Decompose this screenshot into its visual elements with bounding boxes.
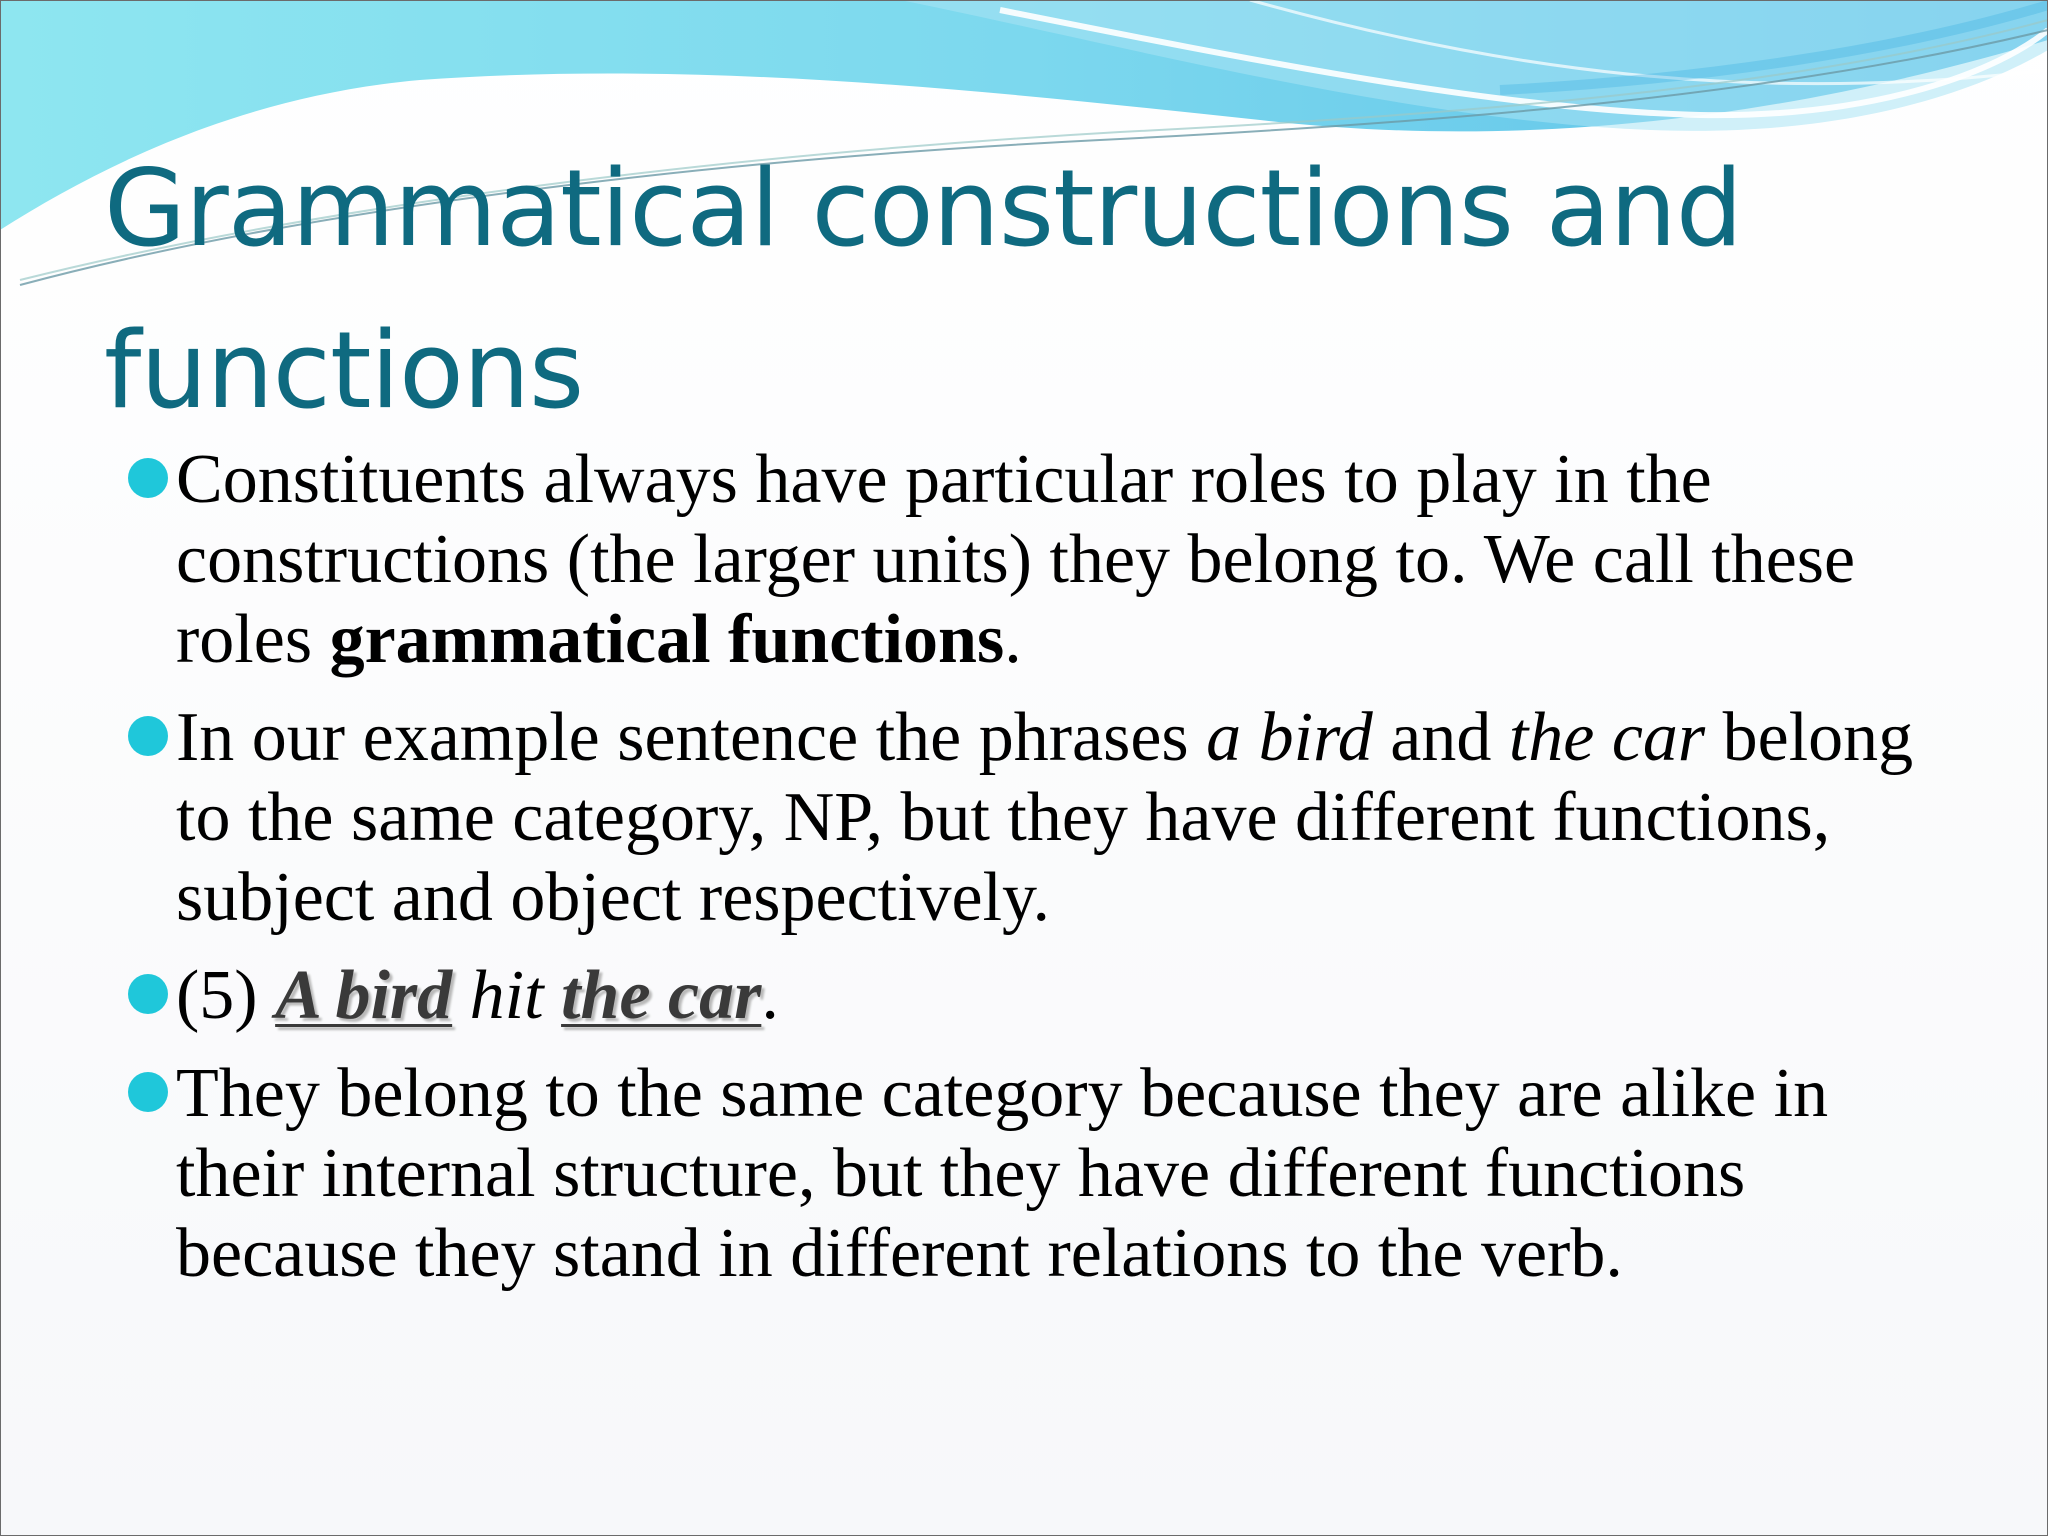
example-period: . (761, 957, 779, 1034)
bullet-list (128, 440, 1958, 1312)
bullet-dot-icon (128, 974, 168, 1014)
italic-a-bird: a bird (1206, 699, 1373, 776)
bullet-text-1 (176, 440, 1958, 680)
example-object-phrase: the car (561, 957, 762, 1034)
bullet-1-end: . (1004, 601, 1022, 678)
example-subject-phrase: A bird (275, 957, 453, 1034)
bullet-item-4 (128, 1054, 1958, 1294)
bullet-dot-icon (128, 1072, 168, 1112)
example-sentence (176, 956, 1958, 1036)
slide-title: Grammatical constructions and functions (104, 147, 1743, 432)
bullet-2-text-3: belong to the same category, NP, but they have different functions, subject and object respectively. (176, 699, 1914, 936)
bullet-item-3 (128, 956, 1958, 1036)
bold-term-grammatical-functions: grammatical functions (329, 601, 1005, 678)
bullet-2-text-1: In our example sentence the phrases (176, 699, 1207, 776)
bullet-item-1 (128, 440, 1958, 680)
example-number: (5) (176, 957, 258, 1034)
bullet-dot-icon (128, 458, 168, 498)
bullet-dot-icon (128, 716, 168, 756)
example-verb: hit (469, 957, 544, 1034)
bullet-1-text: Constituents always have particular roles to play in the constructions (the larger units) they belong to. We call these roles (176, 441, 1856, 678)
bullet-item-2 (128, 698, 1958, 938)
bullet-text-2 (176, 698, 1958, 938)
bullet-text-4: They belong to the same category because they are alike in their internal structure, but they have different functions because they stand in different relations to the verb. (176, 1055, 1829, 1292)
italic-the-car: the car (1508, 699, 1706, 776)
bullet-2-text-2: and (1372, 699, 1509, 776)
